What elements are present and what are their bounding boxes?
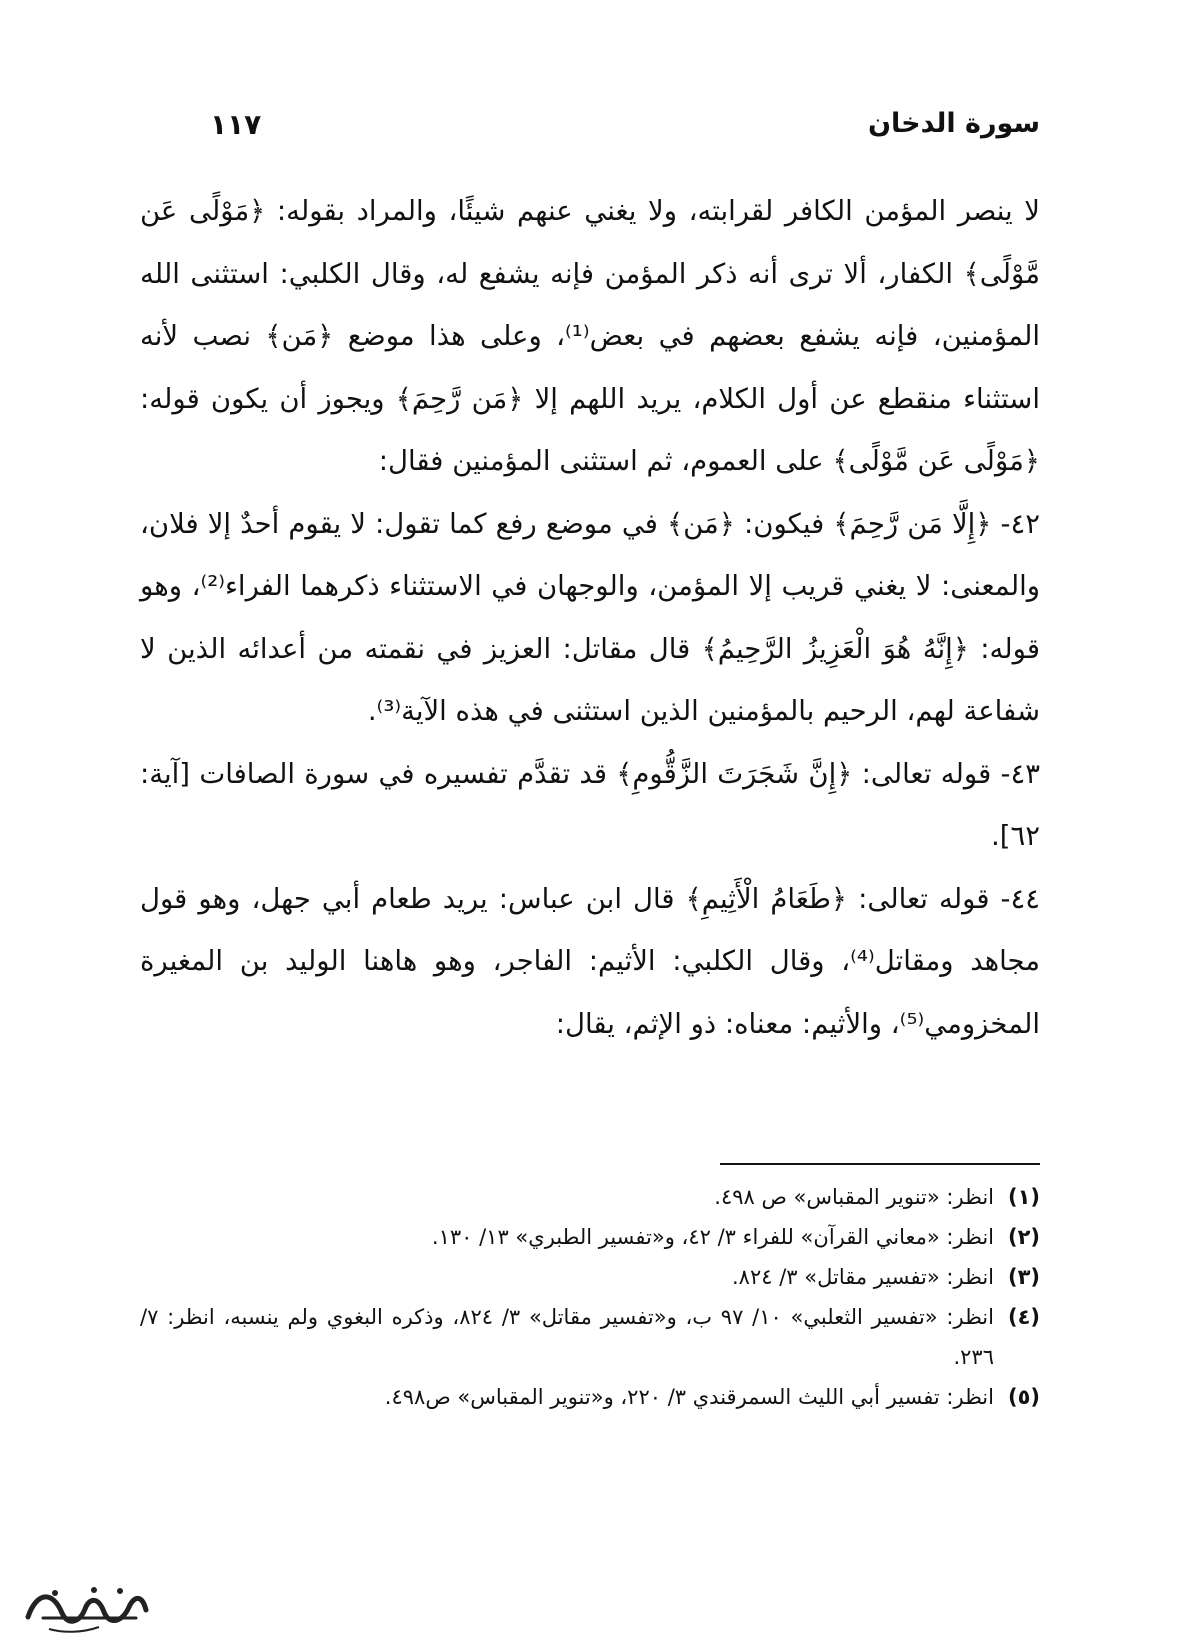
main-text	[140, 180, 1040, 1055]
footnote-3	[140, 1257, 1040, 1297]
page-header	[140, 108, 1040, 148]
footnote-mark: (٣)	[1007, 1265, 1040, 1289]
footnote-text: انظر: «تفسير مقاتل» ٣/ ٨٢٤.	[731, 1265, 994, 1289]
footnote-separator	[720, 1163, 1040, 1165]
footnotes	[140, 1177, 1040, 1417]
footnote-mark: (٢)	[1007, 1225, 1040, 1249]
surah-title: سورة الدخان	[868, 108, 1040, 139]
publisher-logo	[18, 1575, 154, 1639]
footnote-2	[140, 1217, 1040, 1257]
footnote-text: انظر: «تنوير المقباس» ص ٤٩٨.	[714, 1185, 994, 1209]
paragraph-verse-44: ٤٤- قوله تعالى: ﴿طَعَامُ الْأَثِيمِ﴾ قال ابن عباس: يريد طعام أبي جهل، وهو قول مجاهد ومقاتل⁽⁴⁾، وقال الكلبي: الأثيم: الفاجر، وهو هاهنا الوليد بن المغيرة المخزومي⁽⁵⁾، والأثيم: معناه: ذو الإثم، يقال:	[140, 882, 1041, 1040]
footnote-text: انظر: تفسير أبي الليث السمرقندي ٣/ ٢٢٠، و«تنوير المقباس» ص٤٩٨.	[384, 1385, 994, 1409]
footnote-text: انظر: «معاني القرآن» للفراء ٣/ ٤٢، و«تفسير الطبري» ١٣/ ١٣٠.	[431, 1225, 994, 1249]
paragraph-verse-42: ٤٢- ﴿إِلَّا مَن رَّحِمَ﴾ فيكون: ﴿مَن﴾ في موضع رفع كما تقول: لا يقوم أحدٌ إلا فلان، والمعنى: لا يغني قريب إلا المؤمن، والوجهان في الاستثناء ذكرهما الفراء⁽²⁾، وهو قوله: ﴿إِنَّهُ هُوَ الْعَزِيزُ الرَّحِيمُ﴾ قال مقاتل: العزيز في نقمته من أعدائه الذين لا شفاعة لهم، الرحيم بالمؤمنين الذين استثنى في هذه الآية⁽³⁾.	[140, 507, 1040, 727]
footnote-mark: (٤)	[1007, 1305, 1040, 1329]
footnote-mark: (١)	[1007, 1185, 1040, 1209]
page-number: ١١٧	[210, 108, 262, 141]
footnote-4	[140, 1297, 1040, 1377]
footnote-5	[140, 1377, 1040, 1417]
footnote-mark: (٥)	[1007, 1385, 1040, 1409]
paragraph-commentary-intro: لا ينصر المؤمن الكافر لقرابته، ولا يغني عنهم شيئًا، والمراد بقوله: ﴿مَوْلًى عَن مَّوْلًى﴾ الكفار، ألا ترى أنه ذكر المؤمن فإنه يشفع له، وقال الكلبي: استثنى الله المؤمنين، فإنه يشفع بعضهم في بعض⁽¹⁾، وعلى هذا موضع ﴿مَن﴾ نصب لأنه استثناء منقطع عن أول الكلام، يريد اللهم إلا ﴿مَن رَّحِمَ﴾ ويجوز أن يكون قوله: ﴿مَوْلًى عَن مَّوْلًى﴾ على العموم، ثم استثنى المؤمنين فقال:	[140, 195, 1040, 477]
footnote-text: انظر: «تفسير الثعلبي» ١٠/ ٩٧ ب، و«تفسير مقاتل» ٣/ ٨٢٤، وذكره البغوي ولم ينسبه، انظر: ٧/ ٢٣٦.	[140, 1305, 994, 1369]
footnote-1	[140, 1177, 1040, 1217]
paragraph-verse-43: ٤٣- قوله تعالى: ﴿إِنَّ شَجَرَتَ الزَّقُّومِ﴾ قد تقدَّم تفسيره في سورة الصافات [آية: ٦٢].	[140, 757, 1040, 852]
